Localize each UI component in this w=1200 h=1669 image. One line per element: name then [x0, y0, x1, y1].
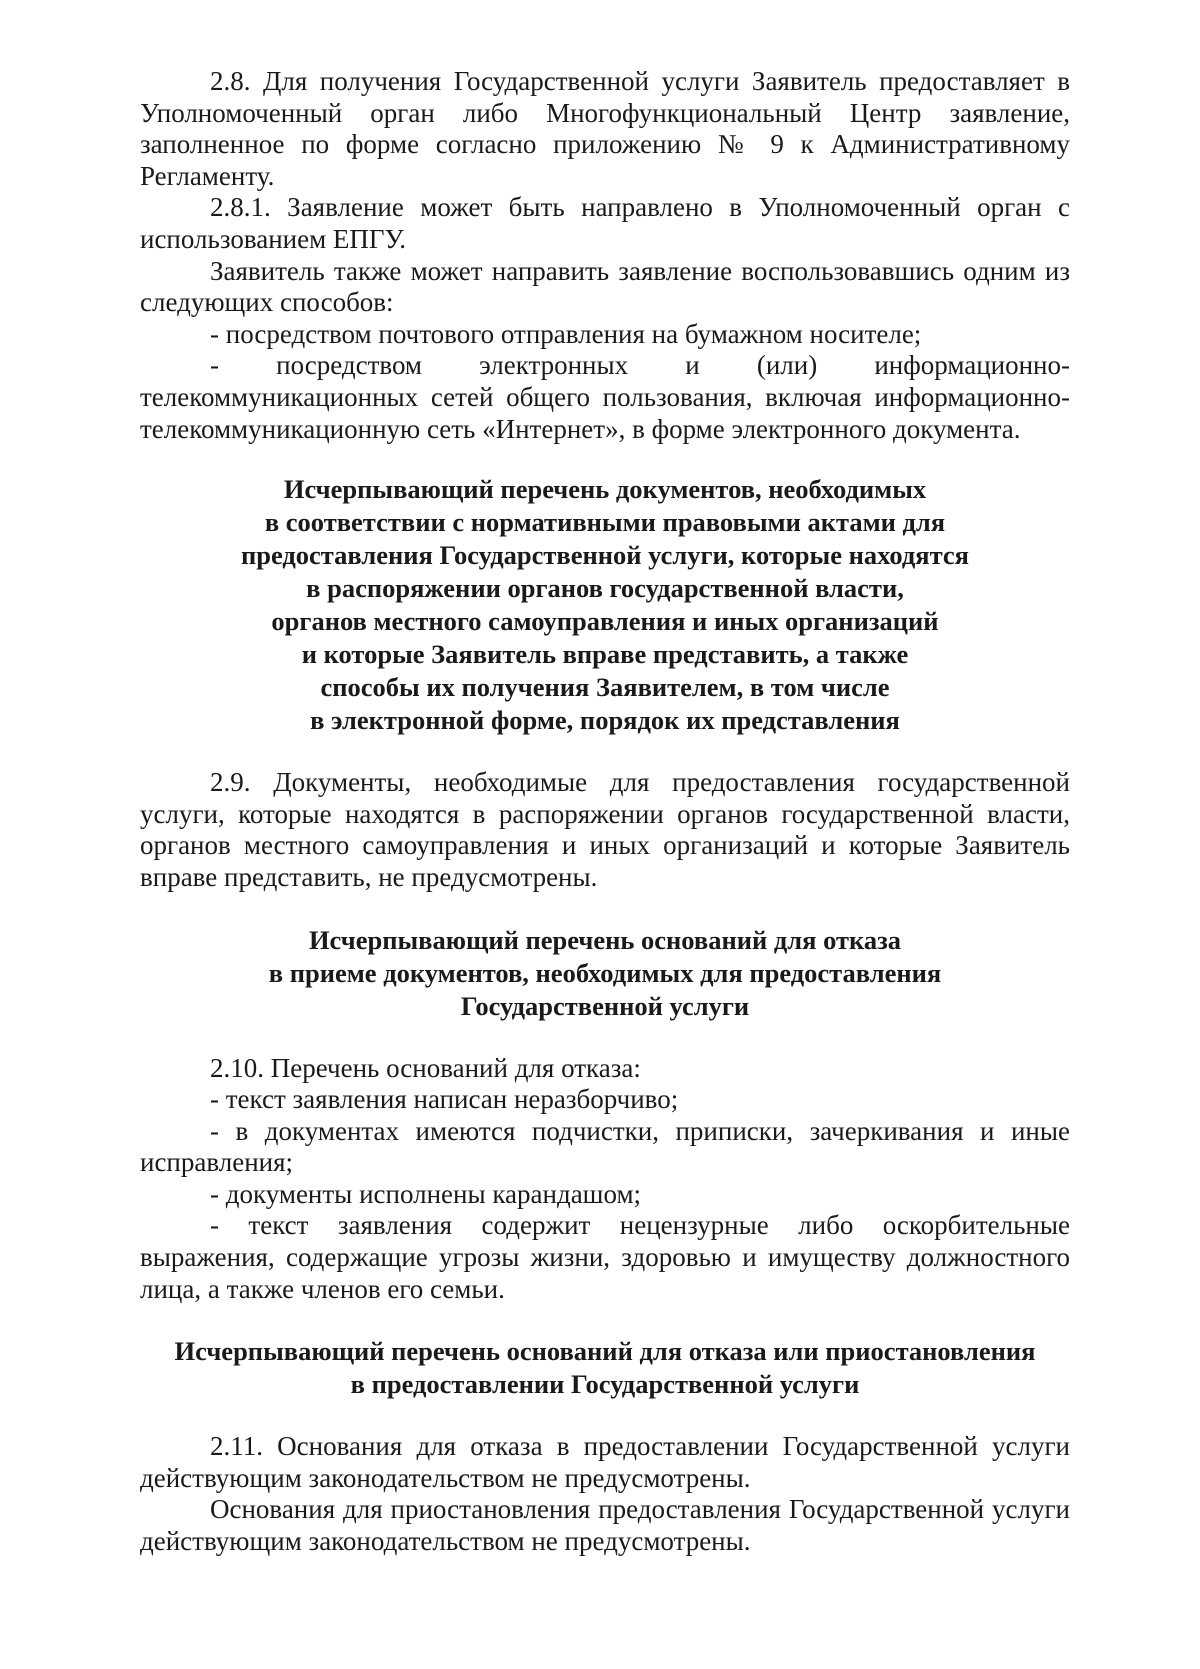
- heading-line: и которые Заявитель вправе представить, а также: [301, 639, 909, 670]
- section-heading-documents: [140, 473, 1070, 737]
- list-item-illegible: - текст заявления написан неразборчиво;: [210, 1084, 679, 1115]
- paragraph-2-11: 2.11. Основания для отказа в предоставлении Государственной услуги действующим законодательством не предусмотрены.: [140, 1431, 1070, 1493]
- paragraph-2-8-1: 2.8.1. Заявление может быть направлено в Уполномоченный орган с использованием ЕПГУ.: [140, 192, 1070, 254]
- document-page: [140, 66, 1070, 1558]
- list-item-obscene: - текст заявления содержит нецензурные либо оскорбительные выражения, содержащие угрозы жизни, здоровью и имуществу должностного лица, а также членов его семьи.: [140, 1210, 1070, 1304]
- paragraph-2-10: 2.10. Перечень оснований для отказа:: [210, 1052, 641, 1083]
- heading-line: Исчерпывающий перечень оснований для отказа: [308, 924, 902, 955]
- heading-line: способы их получения Заявителем, в том числе: [320, 672, 890, 703]
- list-item-electronic: - посредством электронных и (или) информационно-телекоммуникационных сетей общего пользования, включая информационно-телекоммуникационную сеть «Интернет», в форме электронного документа.: [140, 350, 1070, 444]
- list-item-postal: - посредством почтового отправления на бумажном носителе;: [210, 318, 922, 349]
- heading-line: Государственной услуги: [460, 990, 750, 1021]
- heading-line: предоставления Государственной услуги, которые находятся: [240, 540, 970, 571]
- heading-line: в приеме документов, необходимых для предоставления: [268, 957, 942, 988]
- section-heading-refusal-reception: [140, 924, 1070, 1023]
- paragraph-suspension: Основания для приостановления предоставления Государственной услуги действующим законодательством не предусмотрены.: [140, 1494, 1070, 1557]
- heading-line: в электронной форме, порядок их представления: [310, 705, 900, 736]
- heading-line: Исчерпывающий перечень оснований для отказа или приостановления: [174, 1336, 1036, 1367]
- heading-line: органов местного самоуправления и иных организаций: [271, 606, 939, 637]
- heading-line: в распоряжении органов государственной власти,: [306, 573, 904, 604]
- heading-line: в соответствии с нормативными правовыми актами для: [264, 507, 946, 538]
- paragraph-2-9: 2.9. Документы, необходимые для предоставления государственной услуги, которые находятся в распоряжении органов государственной власти, органов местного самоуправления и иных организаций и которые Заявитель вправе представить, не предусмотрены.: [140, 767, 1070, 892]
- list-item-corrections: - в документах имеются подчистки, приписки, зачеркивания и иные исправления;: [140, 1115, 1070, 1178]
- section-heading-refusal-suspension: [140, 1335, 1070, 1401]
- paragraph-2-8: 2.8. Для получения Государственной услуги Заявитель предоставляет в Уполномоченный орган либо Многофункциональный Центр заявление, заполненное по форме согласно приложению № 9 к Административному Регламенту.: [140, 66, 1070, 191]
- heading-line: в предоставлении Государственной услуги: [350, 1369, 860, 1400]
- paragraph-applicant-methods: Заявитель также может направить заявление воспользовавшись одним из следующих способов:: [140, 255, 1070, 318]
- list-item-pencil: - документы исполнены карандашом;: [210, 1178, 642, 1209]
- heading-line: Исчерпывающий перечень документов, необходимых: [283, 474, 927, 505]
